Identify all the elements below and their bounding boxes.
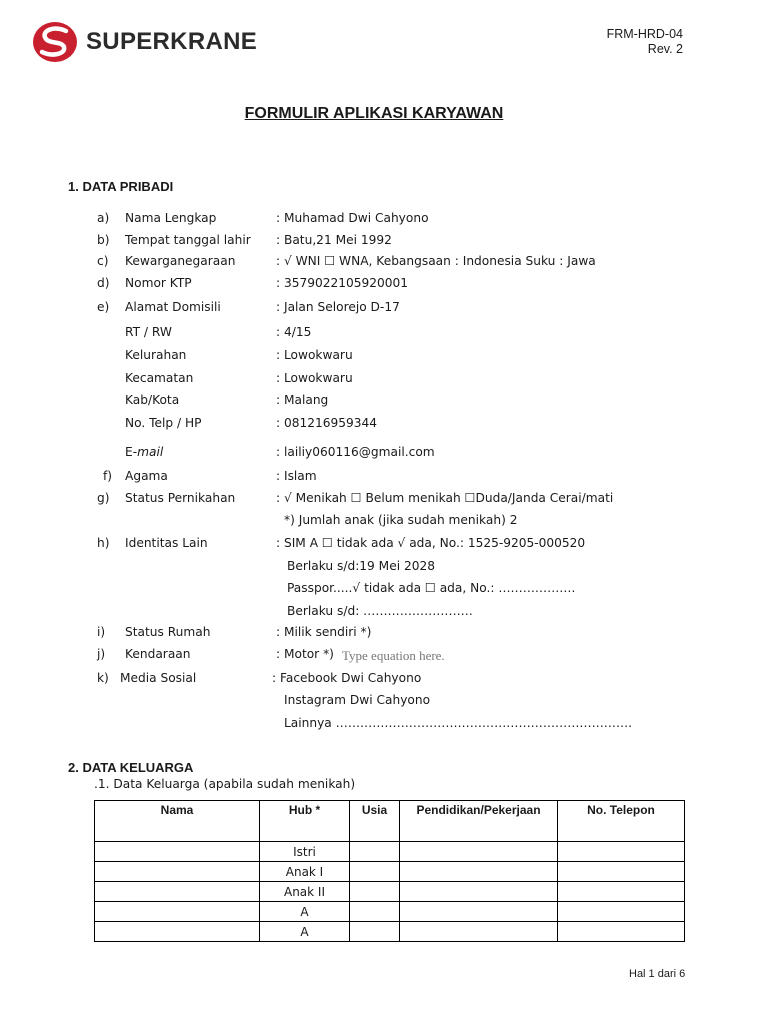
field-value[interactable]: Berlaku s/d:19 Mei 2028 (287, 559, 435, 573)
field-value[interactable]: : √ WNI ☐ WNA, Kebangsaan : Indonesia Suku : Jawa (276, 254, 596, 268)
family-data-subheading: .1. Data Keluarga (apabila sudah menikah) (94, 777, 356, 791)
table-cell[interactable] (558, 862, 685, 882)
column-header-telepon: No. Telepon (558, 801, 685, 842)
brand-name: SUPERKRANE (86, 28, 258, 55)
section-heading-data-keluarga: 2. DATA KELUARGA (68, 760, 194, 775)
field-label: Nama Lengkap (125, 211, 217, 225)
field-value[interactable]: Berlaku s/d: ……………………… (287, 604, 473, 618)
field-label: Nomor KTP (125, 276, 192, 290)
field-value[interactable]: Instagram Dwi Cahyono (284, 693, 431, 707)
company-logo (32, 21, 78, 66)
field-value[interactable]: Lainnya ………………………………………………………………. (284, 716, 633, 730)
table-cell[interactable]: A (260, 922, 350, 942)
field-value[interactable]: : lailiy060116@gmail.com (276, 445, 435, 459)
table-cell[interactable] (350, 922, 400, 942)
table-cell[interactable] (95, 922, 260, 942)
table-cell[interactable] (95, 842, 260, 862)
field-label: Agama (125, 469, 168, 483)
table-cell[interactable] (350, 862, 400, 882)
table-cell[interactable] (558, 842, 685, 862)
field-label: Kendaraan (125, 647, 191, 661)
table-cell[interactable]: Anak I (260, 862, 350, 882)
field-value[interactable]: : Muhamad Dwi Cahyono (276, 211, 429, 225)
field-label: RT / RW (125, 325, 172, 339)
table-cell[interactable] (400, 862, 558, 882)
row-letter: k) (97, 671, 109, 685)
field-label: Tempat tanggal lahir (125, 233, 251, 247)
field-label: Status Pernikahan (125, 491, 236, 505)
row-letter: b) (97, 233, 110, 247)
field-value[interactable]: : Lowokwaru (276, 371, 353, 385)
table-cell[interactable] (400, 922, 558, 942)
field-label: Kelurahan (125, 348, 187, 362)
field-value[interactable]: : Milik sendiri *) (276, 625, 372, 639)
table-cell[interactable] (400, 842, 558, 862)
field-value[interactable]: : Lowokwaru (276, 348, 353, 362)
field-value[interactable]: : SIM A ☐ tidak ada √ ada, No.: 1525-9205-000520 (276, 536, 586, 550)
column-header-nama: Nama (95, 801, 260, 842)
form-code: FRM-HRD-04 (606, 27, 683, 41)
section-heading-data-pribadi: 1. DATA PRIBADI (68, 179, 174, 194)
row-letter: h) (97, 536, 110, 550)
field-label: Kecamatan (125, 371, 194, 385)
table-cell[interactable] (350, 882, 400, 902)
field-label: E-mail (125, 445, 164, 459)
field-value[interactable]: : Islam (276, 469, 317, 483)
row-letter: d) (97, 276, 110, 290)
table-cell[interactable] (95, 902, 260, 922)
field-value[interactable]: : Malang (276, 393, 329, 407)
field-label: Media Sosial (120, 671, 197, 685)
column-header-hub: Hub * (260, 801, 350, 842)
table-row (95, 862, 685, 882)
table-cell[interactable]: Istri (260, 842, 350, 862)
field-value[interactable]: Passpor.....√ tidak ada ☐ ada, No.: ………………. (287, 581, 576, 595)
field-value[interactable]: : Jalan Selorejo D-17 (276, 300, 400, 314)
row-letter: i) (97, 625, 106, 639)
field-label: Kab/Kota (125, 393, 180, 407)
table-cell[interactable] (350, 902, 400, 922)
field-value[interactable]: : Batu,21 Mei 1992 (276, 233, 392, 247)
field-label: Kewarganegaraan (125, 254, 236, 268)
table-cell[interactable] (558, 902, 685, 922)
row-letter: c) (97, 254, 109, 268)
field-value[interactable]: : 3579022105920001 (276, 276, 409, 290)
table-cell[interactable] (558, 922, 685, 942)
table-cell[interactable] (400, 902, 558, 922)
field-value[interactable]: : Motor *) (276, 647, 334, 661)
table-row (95, 882, 685, 902)
table-cell[interactable] (95, 882, 260, 902)
table-row (95, 842, 685, 862)
family-table (94, 800, 685, 942)
field-value[interactable]: : √ Menikah ☐ Belum menikah ☐Duda/Janda Cerai/mati (276, 491, 614, 505)
table-row (95, 922, 685, 942)
row-letter: a) (97, 211, 110, 225)
field-value[interactable]: *) Jumlah anak (jika sudah menikah) 2 (284, 513, 518, 527)
row-letter: e) (97, 300, 110, 314)
equation-placeholder[interactable]: Type equation here. (342, 648, 445, 663)
table-cell[interactable]: A (260, 902, 350, 922)
table-cell[interactable] (350, 842, 400, 862)
form-revision: Rev. 2 (647, 42, 683, 56)
column-header-usia: Usia (350, 801, 400, 842)
table-header-row (95, 801, 685, 842)
row-letter: j) (97, 647, 106, 661)
table-cell[interactable] (95, 862, 260, 882)
document-title: FORMULIR APLIKASI KARYAWAN (244, 105, 504, 122)
column-header-pendidikan: Pendidikan/Pekerjaan (400, 801, 558, 842)
row-letter: g) (97, 491, 110, 505)
table-cell[interactable] (558, 882, 685, 902)
field-label: Identitas Lain (125, 536, 208, 550)
table-row (95, 902, 685, 922)
field-value[interactable]: : 4/15 (276, 325, 312, 339)
table-cell[interactable]: Anak II (260, 882, 350, 902)
field-label: No. Telp / HP (125, 416, 202, 430)
field-value[interactable]: : 081216959344 (276, 416, 378, 430)
row-letter: f) (103, 469, 113, 483)
table-cell[interactable] (400, 882, 558, 902)
field-label: Alamat Domisili (125, 300, 221, 314)
page-number: Hal 1 dari 6 (629, 968, 686, 980)
field-label: Status Rumah (125, 625, 211, 639)
superkrane-logo-icon (32, 21, 78, 63)
field-value[interactable]: : Facebook Dwi Cahyono (272, 671, 422, 685)
